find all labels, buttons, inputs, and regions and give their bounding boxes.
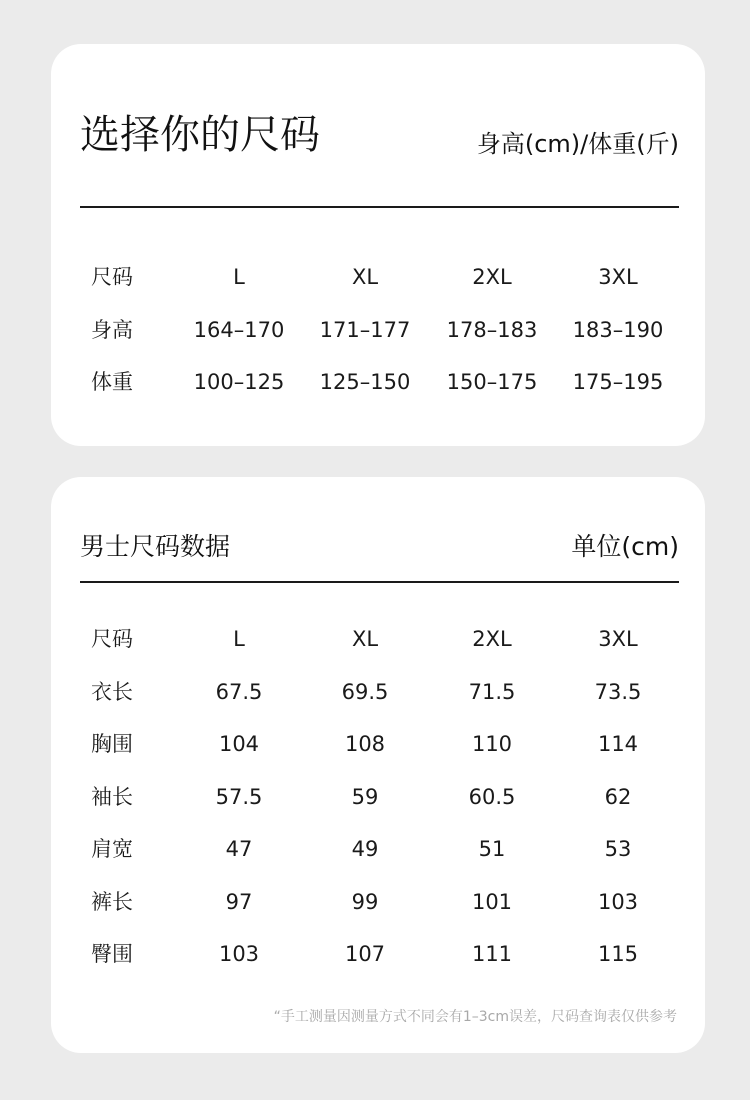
- table-cell: 100–125: [193, 370, 285, 394]
- table-cell: 103: [597, 890, 639, 914]
- table-cell: 150–175: [446, 370, 538, 394]
- table-row-hip: [51, 937, 705, 971]
- row-label: 袖长: [91, 785, 133, 809]
- table-cell: 71.5: [468, 680, 516, 704]
- table-cell: 67.5: [215, 680, 263, 704]
- table-cell: 3XL: [598, 265, 638, 289]
- section-title: 男士尺码数据: [80, 532, 231, 561]
- mens-measurements-card: [51, 477, 705, 1053]
- table-cell: 171–177: [319, 318, 411, 342]
- table-cell: 183–190: [572, 318, 664, 342]
- table-row-pants-length: [51, 885, 705, 919]
- table-cell: 53: [604, 837, 632, 861]
- table-row-size: [51, 622, 705, 656]
- table-cell: 110: [471, 732, 513, 756]
- row-label: 衣长: [91, 680, 133, 704]
- table-cell: 101: [471, 890, 513, 914]
- measurement-disclaimer: “手工测量因测量方式不同会有1–3cm误差，尺码查询表仅供参考: [273, 1009, 677, 1025]
- row-label: 体重: [91, 370, 133, 394]
- table-cell: 60.5: [468, 785, 516, 809]
- table-row-sleeve: [51, 780, 705, 814]
- table-cell: 99: [351, 890, 379, 914]
- table-cell: 108: [344, 732, 386, 756]
- table-row-weight: [51, 365, 705, 399]
- page-title: 选择你的尺码: [80, 112, 320, 158]
- table-cell: 47: [225, 837, 253, 861]
- table-cell: L: [233, 627, 245, 651]
- row-label: 肩宽: [91, 837, 133, 861]
- table-cell: 51: [478, 837, 506, 861]
- table-cell: 104: [218, 732, 260, 756]
- row-label: 裤长: [91, 890, 133, 914]
- table-cell: 107: [344, 942, 386, 966]
- row-label: 尺码: [91, 627, 133, 651]
- table-cell: 115: [597, 942, 639, 966]
- table-cell: 111: [471, 942, 513, 966]
- row-label: 胸围: [91, 732, 133, 756]
- table-cell: 103: [218, 942, 260, 966]
- table-row-shoulder: [51, 832, 705, 866]
- title-divider: [80, 206, 679, 208]
- table-cell: 73.5: [594, 680, 642, 704]
- row-label: 尺码: [91, 265, 133, 289]
- row-label: 臀围: [91, 942, 133, 966]
- table-cell: 2XL: [472, 265, 512, 289]
- table-cell: 69.5: [341, 680, 389, 704]
- table-cell: 114: [597, 732, 639, 756]
- table-cell: 49: [351, 837, 379, 861]
- table-cell: XL: [351, 265, 379, 289]
- height-weight-unit-label: 身高(cm)/体重(斤): [476, 130, 679, 158]
- table-row-height: [51, 313, 705, 347]
- table-row-length: [51, 675, 705, 709]
- row-label: 身高: [91, 318, 133, 342]
- table-cell: 2XL: [472, 627, 512, 651]
- table-cell: L: [233, 265, 245, 289]
- table-cell: 178–183: [446, 318, 538, 342]
- table-cell: 164–170: [193, 318, 285, 342]
- unit-label: 单位(cm): [571, 532, 679, 561]
- table-cell: 62: [604, 785, 632, 809]
- table-cell: 3XL: [598, 627, 638, 651]
- title-divider: [80, 581, 679, 583]
- table-cell: 175–195: [572, 370, 664, 394]
- table-cell: 59: [351, 785, 379, 809]
- size-selection-card: [51, 44, 705, 446]
- table-row-size: [51, 260, 705, 294]
- table-cell: 125–150: [319, 370, 411, 394]
- table-cell: 57.5: [215, 785, 263, 809]
- table-cell: XL: [351, 627, 379, 651]
- table-row-chest: [51, 727, 705, 761]
- table-cell: 97: [225, 890, 253, 914]
